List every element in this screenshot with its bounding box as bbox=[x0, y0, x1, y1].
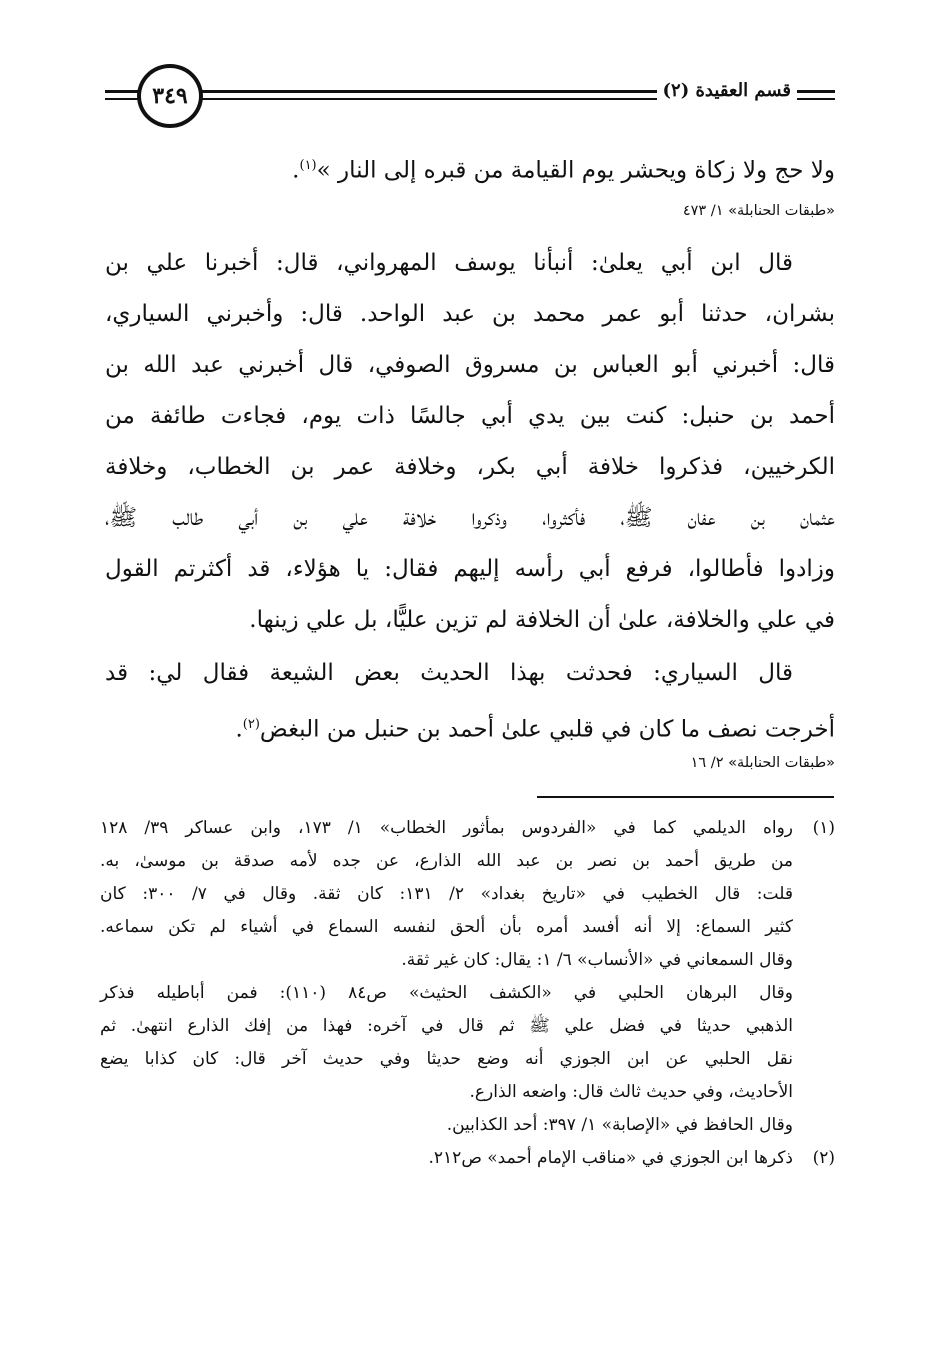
text-line: قال السياري: فحدثت بهذا الحديث بعض الشيعة فقال لي: قد bbox=[105, 660, 793, 686]
footnote-line: رواه الديلمي كما في «الفردوس بمأثور الخطاب» ١/ ١٧٣، وابن عساكر ٣٩/ ١٢٨ bbox=[100, 818, 794, 838]
text-block-1 bbox=[105, 140, 835, 197]
text-line: عثمان بن عفان ﷺ، فأكثروا، وذكروا خلافة علي بن أبي طالب ﷺ، bbox=[105, 505, 835, 531]
text-line: الكرخيين، فذكروا خلافة أبي بكر، وخلافة عمر بن الخطاب، وخلافة bbox=[105, 454, 835, 480]
footnote-line: قلت: قال الخطيب في «تاريخ بغداد» ٢/ ١٣١: كان ثقة. وقال في ٧/ ٣٠٠: كان bbox=[100, 884, 793, 904]
source-citation-2: «طبقات الحنابلة» ٢/ ١٦ bbox=[690, 755, 835, 771]
text-line: أحمد بن حنبل: كنت بين يدي أبي جالسًا ذات يوم، فجاءت طائفة من bbox=[105, 403, 835, 429]
source-citation-1: «طبقات الحنابلة» ١/ ٤٧٣ bbox=[682, 203, 835, 219]
footnote-1 bbox=[100, 812, 835, 1142]
footnote-line: الذهبي حديثا في فضل علي ﷺ ثم قال في آخره: فهذا من إفك الذارع انتهىٰ. ثم bbox=[100, 1016, 793, 1036]
footnote-line: من طريق أحمد بن نصر بن عبد الله الذارع، عن جده لأمه صدقة بن موسىٰ، به. bbox=[100, 851, 794, 871]
footnote-2 bbox=[100, 1142, 835, 1175]
footnote-number-1: (١) bbox=[812, 818, 835, 838]
footnote-number-2: (٢) bbox=[812, 1148, 835, 1168]
footnote-line: وقال الحافظ في «الإصابة» ١/ ٣٩٧: أحد الكذابين. bbox=[446, 1115, 793, 1135]
footnote-line: كثير السماع: إلا أنه أفسد أمره بأن ألحق لنفسه السماع في أشياء لم تكن سماعه. bbox=[100, 917, 793, 937]
page-header bbox=[105, 62, 835, 132]
footnote-ref-1[interactable]: (١) bbox=[299, 158, 317, 173]
text-line: بشران، حدثنا أبو عمر محمد بن عبد الواحد. قال: وأخبرني السياري، bbox=[105, 301, 835, 327]
text-line: ولا حج ولا زكاة ويحشر يوم القيامة من قبره إلى النار »$^{(١)}$. bbox=[292, 157, 835, 184]
text-line: قال: أخبرني أبو العباس بن مسروق الصوفي، قال أخبرني عبد الله بن bbox=[105, 352, 835, 378]
footnote-separator bbox=[537, 796, 834, 798]
section-title: قسم العقيدة (٢) bbox=[657, 80, 797, 101]
text-line: وزادوا فأطالوا، فرفع أبي رأسه إليهم فقال: يا هؤلاء، قد أكثرتم القول bbox=[105, 556, 835, 582]
footnote-line: ذكرها ابن الجوزي في «مناقب الإمام أحمد» ص٢١٢. bbox=[428, 1148, 793, 1168]
footnote-line: نقل الحلبي عن ابن الجوزي أنه وضع حديثا وفي حديث آخر قال: كان كذابا يضع bbox=[100, 1049, 793, 1069]
text-block-2 bbox=[105, 238, 835, 646]
footnote-line: الأحاديث، وفي حديث ثالث قال: واضعه الذارع. bbox=[469, 1082, 793, 1102]
footnote-line: وقال البرهان الحلبي في «الكشف الحثيث» ص٨٤ (١١٠): فمن أباطيله فذكر bbox=[100, 983, 793, 1003]
text-line: قال ابن أبي يعلىٰ: أنبأنا يوسف المهرواني، قال: أخبرنا علي بن bbox=[105, 250, 793, 276]
page-number: ٣٤٩ bbox=[137, 64, 203, 128]
footnote-ref-2[interactable]: (٢) bbox=[242, 717, 260, 732]
text-line: في علي والخلافة، علىٰ أن الخلافة لم تزين عليًّا، بل علي زينها. bbox=[249, 607, 835, 633]
footnote-line: وقال السمعاني في «الأنساب» ٦/ ١: يقال: كان غير ثقة. bbox=[401, 950, 793, 970]
footnotes bbox=[100, 812, 835, 1175]
text-line: أخرجت نصف ما كان في قلبي علىٰ أحمد بن حنبل من البغض$^{(٢)}$. bbox=[235, 716, 835, 743]
text-block-3 bbox=[105, 648, 835, 756]
